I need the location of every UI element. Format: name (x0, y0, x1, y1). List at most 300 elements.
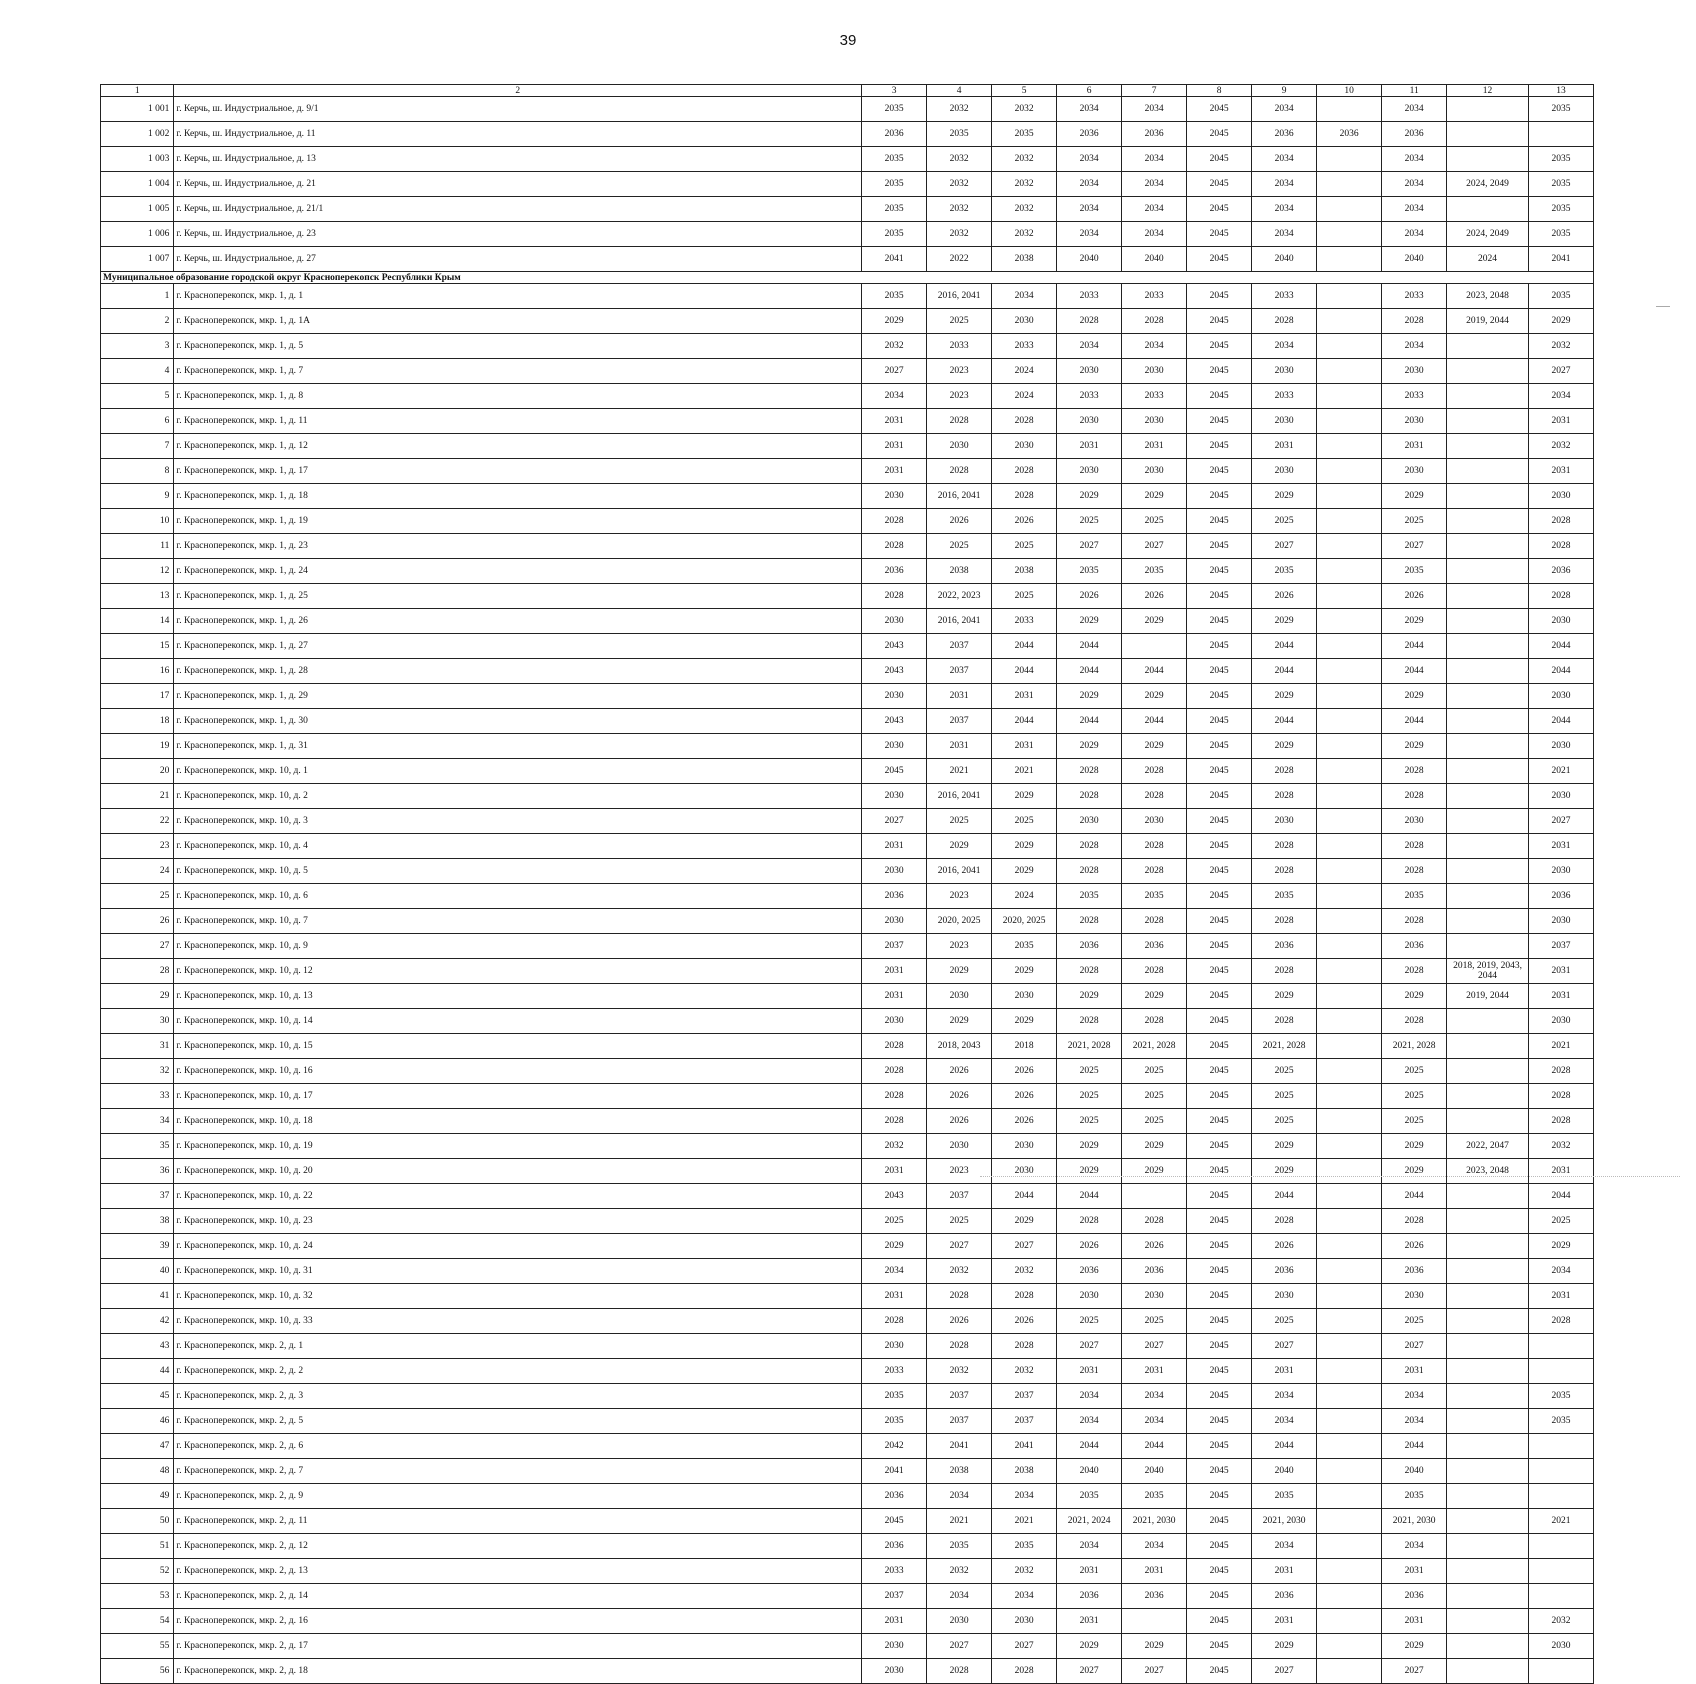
year-cell: 2045 (1187, 1109, 1252, 1134)
year-cell (1447, 634, 1529, 659)
year-cell: 2037 (862, 934, 927, 959)
year-cell (1317, 1584, 1382, 1609)
table-row (101, 1184, 1594, 1209)
year-cell: 2026 (1057, 584, 1122, 609)
year-cell: 2036 (1252, 1584, 1317, 1609)
row-number: 9 (101, 484, 174, 509)
year-cell: 2030 (1252, 1284, 1317, 1309)
year-cell (1447, 1034, 1529, 1059)
year-cell (1447, 197, 1529, 222)
year-cell: 2033 (992, 334, 1057, 359)
table-row (101, 122, 1594, 147)
row-number: 25 (101, 884, 174, 909)
year-cell: 2029 (1122, 684, 1187, 709)
year-cell: 2043 (862, 659, 927, 684)
year-cell: 2030 (992, 309, 1057, 334)
year-cell: 2045 (1187, 1459, 1252, 1484)
year-cell: 2035 (1252, 559, 1317, 584)
year-cell: 2027 (1528, 809, 1593, 834)
year-cell: 2028 (1122, 959, 1187, 984)
year-cell: 2045 (1187, 484, 1252, 509)
year-cell: 2045 (1187, 684, 1252, 709)
year-cell: 2025 (1122, 1084, 1187, 1109)
year-cell: 2044 (1057, 1184, 1122, 1209)
row-number: 39 (101, 1234, 174, 1259)
address-cell: г. Красноперекопск, мкр. 10, д. 3 (174, 809, 862, 834)
row-number: 19 (101, 734, 174, 759)
year-cell: 2027 (927, 1634, 992, 1659)
year-cell: 2025 (1122, 1109, 1187, 1134)
year-cell: 2045 (1187, 1509, 1252, 1534)
year-cell (1317, 609, 1382, 634)
table-row (101, 509, 1594, 534)
table-row (101, 1259, 1594, 1284)
year-cell: 2026 (927, 1309, 992, 1334)
year-cell (1317, 809, 1382, 834)
table-row (101, 909, 1594, 934)
row-number: 44 (101, 1359, 174, 1384)
column-header: 4 (927, 85, 992, 97)
year-cell (1447, 1059, 1529, 1084)
year-cell: 2029 (1382, 734, 1447, 759)
year-cell: 2045 (1187, 1559, 1252, 1584)
year-cell: 2028 (862, 534, 927, 559)
year-cell (1317, 359, 1382, 384)
year-cell: 2045 (1187, 434, 1252, 459)
year-cell: 2029 (1252, 1159, 1317, 1184)
year-cell: 2022 (927, 247, 992, 272)
year-cell: 2035 (1057, 884, 1122, 909)
table-row (101, 1634, 1594, 1659)
year-cell: 2024, 2049 (1447, 172, 1529, 197)
table-row (101, 1659, 1594, 1684)
year-cell: 2035 (992, 122, 1057, 147)
year-cell: 2045 (1187, 559, 1252, 584)
year-cell: 2041 (1528, 247, 1593, 272)
year-cell: 2031 (1122, 1559, 1187, 1584)
year-cell: 2029 (992, 959, 1057, 984)
year-cell: 2028 (1252, 909, 1317, 934)
year-cell: 2037 (927, 634, 992, 659)
address-cell: г. Красноперекопск, мкр. 10, д. 18 (174, 1109, 862, 1134)
table-row (101, 147, 1594, 172)
year-cell (1447, 384, 1529, 409)
row-number: 10 (101, 509, 174, 534)
year-cell (1317, 634, 1382, 659)
row-number: 45 (101, 1384, 174, 1409)
row-number: 1 001 (101, 97, 174, 122)
column-header: 2 (174, 85, 862, 97)
year-cell: 2034 (1528, 384, 1593, 409)
row-number: 18 (101, 709, 174, 734)
year-cell: 2034 (1122, 334, 1187, 359)
year-cell: 2029 (1382, 984, 1447, 1009)
year-cell: 2030 (1528, 734, 1593, 759)
year-cell: 2031 (1382, 434, 1447, 459)
address-cell: г. Красноперекопск, мкр. 10, д. 24 (174, 1234, 862, 1259)
year-cell: 2041 (927, 1434, 992, 1459)
year-cell: 2027 (1057, 534, 1122, 559)
row-number: 2 (101, 309, 174, 334)
year-cell: 2031 (1122, 1359, 1187, 1384)
year-cell (1447, 1209, 1529, 1234)
year-cell: 2036 (1528, 559, 1593, 584)
year-cell: 2035 (1528, 1409, 1593, 1434)
year-cell: 2025 (1252, 1309, 1317, 1334)
year-cell: 2025 (1252, 1084, 1317, 1109)
year-cell: 2045 (1187, 934, 1252, 959)
year-cell (1317, 1234, 1382, 1259)
year-cell (1528, 1484, 1593, 1509)
row-number: 46 (101, 1409, 174, 1434)
year-cell: 2033 (1122, 284, 1187, 309)
row-number: 15 (101, 634, 174, 659)
row-number: 16 (101, 659, 174, 684)
row-number: 8 (101, 459, 174, 484)
year-cell: 2040 (1122, 247, 1187, 272)
year-cell: 2043 (862, 709, 927, 734)
year-cell: 2045 (1187, 959, 1252, 984)
year-cell: 2045 (1187, 734, 1252, 759)
row-number: 26 (101, 909, 174, 934)
year-cell (1317, 584, 1382, 609)
year-cell: 2043 (862, 1184, 927, 1209)
year-cell: 2029 (1382, 1634, 1447, 1659)
year-cell: 2044 (1382, 709, 1447, 734)
year-cell: 2031 (1057, 1609, 1122, 1634)
table-row (101, 459, 1594, 484)
year-cell: 2030 (862, 684, 927, 709)
table-row (101, 684, 1594, 709)
address-cell: г. Красноперекопск, мкр. 2, д. 16 (174, 1609, 862, 1634)
year-cell: 2034 (1252, 1534, 1317, 1559)
year-cell: 2029 (1528, 309, 1593, 334)
address-cell: г. Красноперекопск, мкр. 10, д. 2 (174, 784, 862, 809)
year-cell (1317, 784, 1382, 809)
year-cell (1317, 247, 1382, 272)
year-cell (1317, 484, 1382, 509)
column-header: 13 (1528, 85, 1593, 97)
year-cell: 2045 (1187, 1209, 1252, 1234)
year-cell: 2025 (1122, 1309, 1187, 1334)
year-cell (1447, 1084, 1529, 1109)
year-cell: 2037 (927, 1384, 992, 1409)
year-cell: 2025 (1382, 1059, 1447, 1084)
year-cell: 2030 (1252, 359, 1317, 384)
year-cell: 2037 (862, 1584, 927, 1609)
year-cell: 2032 (992, 97, 1057, 122)
row-number: 56 (101, 1659, 174, 1684)
year-cell (1317, 1559, 1382, 1584)
year-cell: 2036 (862, 122, 927, 147)
year-cell: 2044 (1057, 659, 1122, 684)
year-cell: 2028 (1382, 909, 1447, 934)
year-cell: 2045 (1187, 172, 1252, 197)
year-cell: 2035 (1382, 559, 1447, 584)
year-cell: 2028 (992, 1284, 1057, 1309)
address-cell: г. Красноперекопск, мкр. 10, д. 31 (174, 1259, 862, 1284)
year-cell: 2036 (1252, 122, 1317, 147)
year-cell (1317, 1384, 1382, 1409)
year-cell: 2029 (1057, 1634, 1122, 1659)
year-cell: 2032 (927, 1559, 992, 1584)
year-cell: 2044 (1382, 1184, 1447, 1209)
year-cell: 2034 (1057, 1534, 1122, 1559)
table-row (101, 759, 1594, 784)
year-cell: 2028 (1252, 309, 1317, 334)
year-cell: 2035 (927, 122, 992, 147)
year-cell: 2025 (1057, 509, 1122, 534)
year-cell (1447, 1634, 1529, 1659)
year-cell (1447, 434, 1529, 459)
year-cell: 2034 (992, 1484, 1057, 1509)
year-cell: 2028 (1122, 784, 1187, 809)
table-row (101, 1209, 1594, 1234)
year-cell: 2031 (862, 1159, 927, 1184)
year-cell: 2021, 2030 (1252, 1509, 1317, 1534)
page-number: 39 (839, 32, 857, 49)
year-cell: 2021, 2028 (1382, 1034, 1447, 1059)
year-cell: 2026 (1122, 584, 1187, 609)
year-cell: 2021, 2028 (1252, 1034, 1317, 1059)
year-cell (1317, 959, 1382, 984)
year-cell: 2031 (862, 1284, 927, 1309)
year-cell: 2038 (927, 559, 992, 584)
table-row (101, 559, 1594, 584)
row-number: 11 (101, 534, 174, 559)
year-cell: 2045 (1187, 1409, 1252, 1434)
table-row (101, 1034, 1594, 1059)
year-cell (1317, 1534, 1382, 1559)
year-cell (1447, 784, 1529, 809)
year-cell: 2029 (1057, 684, 1122, 709)
year-cell: 2030 (1528, 784, 1593, 809)
year-cell: 2031 (862, 1609, 927, 1634)
table-row (101, 1509, 1594, 1534)
table-row (101, 859, 1594, 884)
year-cell: 2029 (862, 1234, 927, 1259)
year-cell: 2023 (927, 359, 992, 384)
year-cell: 2021, 2030 (1382, 1509, 1447, 1534)
year-cell: 2027 (1382, 1659, 1447, 1684)
year-cell: 2045 (1187, 1234, 1252, 1259)
year-cell: 2023 (927, 384, 992, 409)
year-cell: 2029 (992, 784, 1057, 809)
year-cell: 2027 (1252, 534, 1317, 559)
address-cell: г. Красноперекопск, мкр. 1, д. 31 (174, 734, 862, 759)
year-cell: 2016, 2041 (927, 484, 992, 509)
table-row (101, 1559, 1594, 1584)
year-cell: 2024, 2049 (1447, 222, 1529, 247)
year-cell: 2025 (1057, 1059, 1122, 1084)
row-number: 23 (101, 834, 174, 859)
row-number: 31 (101, 1034, 174, 1059)
year-cell: 2044 (1528, 1184, 1593, 1209)
year-cell: 2027 (1252, 1334, 1317, 1359)
year-cell: 2019, 2044 (1447, 984, 1529, 1009)
year-cell: 2028 (1382, 784, 1447, 809)
address-cell: г. Красноперекопск, мкр. 1, д. 11 (174, 409, 862, 434)
year-cell (1528, 1534, 1593, 1559)
year-cell: 2021, 2028 (1057, 1034, 1122, 1059)
year-cell: 2028 (1122, 834, 1187, 859)
year-cell: 2035 (1528, 172, 1593, 197)
year-cell: 2045 (862, 759, 927, 784)
year-cell: 2025 (1252, 1109, 1317, 1134)
year-cell: 2044 (1382, 659, 1447, 684)
year-cell: 2045 (1187, 709, 1252, 734)
table-row (101, 1009, 1594, 1034)
year-cell: 2029 (1122, 984, 1187, 1009)
year-cell: 2043 (862, 634, 927, 659)
year-cell: 2030 (927, 1134, 992, 1159)
year-cell: 2044 (992, 634, 1057, 659)
year-cell (1317, 1484, 1382, 1509)
year-cell: 2032 (992, 1359, 1057, 1384)
year-cell: 2020, 2025 (927, 909, 992, 934)
year-cell (1317, 1609, 1382, 1634)
year-cell: 2030 (1252, 409, 1317, 434)
year-cell (1317, 284, 1382, 309)
year-cell: 2034 (1057, 197, 1122, 222)
year-cell: 2028 (1057, 1209, 1122, 1234)
section-row (101, 272, 1594, 284)
year-cell: 2045 (1187, 459, 1252, 484)
row-number: 35 (101, 1134, 174, 1159)
year-cell: 2028 (1252, 1209, 1317, 1234)
year-cell: 2021, 2030 (1122, 1509, 1187, 1534)
address-cell: г. Красноперекопск, мкр. 1, д. 1 (174, 284, 862, 309)
year-cell: 2032 (862, 1134, 927, 1159)
year-cell (1447, 1509, 1529, 1534)
year-cell: 2024 (992, 359, 1057, 384)
year-cell: 2035 (1528, 147, 1593, 172)
year-cell: 2044 (1252, 1184, 1317, 1209)
year-cell: 2045 (1187, 909, 1252, 934)
year-cell: 2031 (862, 434, 927, 459)
year-cell: 2029 (1382, 684, 1447, 709)
year-cell (1317, 1134, 1382, 1159)
year-cell: 2045 (1187, 634, 1252, 659)
year-cell: 2032 (1528, 1609, 1593, 1634)
year-cell: 2025 (1122, 1059, 1187, 1084)
year-cell: 2023 (927, 934, 992, 959)
year-cell: 2045 (1187, 1634, 1252, 1659)
year-cell: 2034 (1122, 172, 1187, 197)
column-header: 10 (1317, 85, 1382, 97)
year-cell (1317, 172, 1382, 197)
year-cell: 2035 (1528, 222, 1593, 247)
year-cell: 2036 (1252, 1259, 1317, 1284)
year-cell: 2044 (1122, 659, 1187, 684)
year-cell: 2031 (862, 984, 927, 1009)
year-cell: 2026 (927, 1059, 992, 1084)
year-cell: 2016, 2041 (927, 609, 992, 634)
row-number: 48 (101, 1459, 174, 1484)
year-cell: 2034 (992, 284, 1057, 309)
table-row (101, 409, 1594, 434)
year-cell (1528, 1359, 1593, 1384)
year-cell: 2033 (1057, 384, 1122, 409)
year-cell: 2035 (862, 1409, 927, 1434)
year-cell: 2031 (1528, 1284, 1593, 1309)
table-row (101, 1459, 1594, 1484)
year-cell: 2023, 2048 (1447, 284, 1529, 309)
address-cell: г. Красноперекопск, мкр. 1, д. 18 (174, 484, 862, 509)
year-cell: 2030 (1057, 459, 1122, 484)
year-cell (1317, 1159, 1382, 1184)
address-cell: г. Красноперекопск, мкр. 10, д. 17 (174, 1084, 862, 1109)
year-cell: 2036 (1122, 1259, 1187, 1284)
year-cell: 2028 (1057, 859, 1122, 884)
year-cell: 2027 (1382, 1334, 1447, 1359)
address-cell: г. Красноперекопск, мкр. 1, д. 24 (174, 559, 862, 584)
table-row (101, 1534, 1594, 1559)
year-cell (1447, 659, 1529, 684)
year-cell (1447, 1459, 1529, 1484)
year-cell: 2030 (1382, 1284, 1447, 1309)
column-header: 1 (101, 85, 174, 97)
year-cell: 2029 (1252, 1634, 1317, 1659)
year-cell: 2028 (862, 1109, 927, 1134)
row-number: 7 (101, 434, 174, 459)
year-cell (1317, 534, 1382, 559)
row-number: 1 002 (101, 122, 174, 147)
year-cell: 2027 (1382, 534, 1447, 559)
year-cell: 2040 (1057, 247, 1122, 272)
year-cell (1317, 1034, 1382, 1059)
table-row (101, 884, 1594, 909)
year-cell: 2044 (1057, 709, 1122, 734)
table-row (101, 334, 1594, 359)
table-row (101, 1309, 1594, 1334)
year-cell: 2040 (1057, 1459, 1122, 1484)
year-cell: 2026 (1252, 1234, 1317, 1259)
row-number: 14 (101, 609, 174, 634)
year-cell: 2034 (1057, 97, 1122, 122)
year-cell: 2029 (992, 1009, 1057, 1034)
table-row (101, 1409, 1594, 1434)
year-cell: 2034 (1252, 222, 1317, 247)
address-cell: г. Красноперекопск, мкр. 10, д. 4 (174, 834, 862, 859)
row-number: 47 (101, 1434, 174, 1459)
year-cell: 2035 (1382, 884, 1447, 909)
row-number: 37 (101, 1184, 174, 1209)
year-cell (1447, 584, 1529, 609)
year-cell (1317, 1434, 1382, 1459)
year-cell: 2034 (1122, 1384, 1187, 1409)
year-cell: 2025 (1382, 1309, 1447, 1334)
year-cell: 2029 (1252, 734, 1317, 759)
year-cell: 2026 (927, 509, 992, 534)
year-cell: 2045 (1187, 534, 1252, 559)
year-cell: 2045 (1187, 1184, 1252, 1209)
year-cell: 2030 (992, 1134, 1057, 1159)
row-number: 41 (101, 1284, 174, 1309)
address-cell: г. Красноперекопск, мкр. 1, д. 1А (174, 309, 862, 334)
year-cell: 2024 (992, 384, 1057, 409)
row-number: 54 (101, 1609, 174, 1634)
year-cell: 2030 (992, 1609, 1057, 1634)
year-cell (1317, 734, 1382, 759)
year-cell: 2045 (1187, 1084, 1252, 1109)
year-cell: 2030 (862, 784, 927, 809)
year-cell (1447, 1584, 1529, 1609)
year-cell: 2045 (1187, 759, 1252, 784)
year-cell (1447, 884, 1529, 909)
year-cell: 2034 (1252, 172, 1317, 197)
year-cell: 2035 (862, 284, 927, 309)
